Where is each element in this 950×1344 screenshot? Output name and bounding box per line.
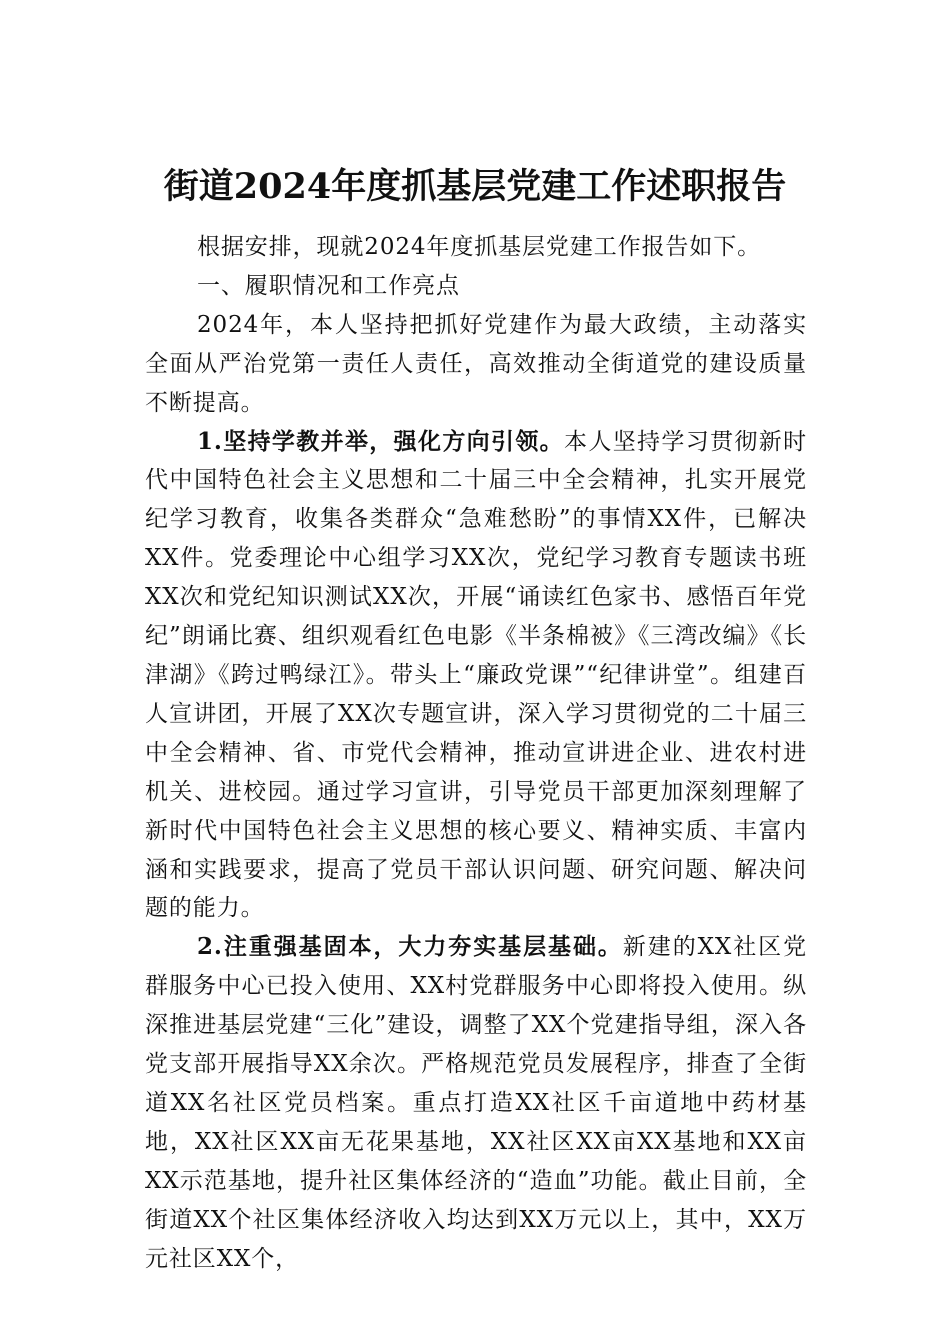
- section-heading: 一、履职情况和工作亮点: [197, 272, 460, 299]
- item-2-lead: 2.注重强基固本，大力夯实基层基础。: [197, 933, 623, 961]
- document-body: [145, 228, 807, 1278]
- document-title: 街道2024年度抓基层党建工作述职报告: [163, 166, 787, 207]
- paragraph-summary: 2024年，本人坚持把抓好党建作为最大政绩，主动落实全面从严治党第一责任人责任，高效推动全街道党的建设质量不断提高。: [145, 311, 807, 416]
- item-1-body: 本人坚持学习贯彻新时代中国特色社会主义思想和二十届三中全会精神，扎实开展党纪学习教育，收集各类群众“急难愁盼”的事情XX件，已解决XX件。党委理论中心组学习XX次，党纪学习教育专题读书班XX次和党纪知识测试XX次，开展“诵读红色家书、感悟百年党纪”朗诵比赛、组织观看红色电影《半条棉被》《三湾改编》《长津湖》《跨过鸭绿江》。带头上“廉政党课”“纪律讲堂”。组建百人宣讲团，开展了XX次专题宣讲，深入学习贯彻党的二十届三中全会精神、省、市党代会精神，推动宣讲进企业、进农村进机关、进校园。通过学习宣讲，引导党员干部更加深刻理解了新时代中国特色社会主义思想的核心要义、精神实质、丰富内涵和实践要求，提高了党员干部认识问题、研究问题、解决问题的能力。: [145, 428, 807, 922]
- item-1-lead: 1.坚持学教并举，强化方向引领。: [197, 427, 565, 455]
- intro-paragraph: 根据安排，现就2024年度抓基层党建工作报告如下。: [197, 234, 762, 260]
- paragraph-item-1: [145, 423, 807, 929]
- paragraph-item-2: [145, 928, 807, 1278]
- item-2-body: 新建的XX社区党群服务中心已投入使用、XX村党群服务中心即将投入使用。纵深推进基层党建“三化”建设，调整了XX个党建指导组，深入各党支部开展指导XX余次。严格规范党员发展程序，排查了全街道XX名社区党员档案。重点打造XX社区千亩道地中药材基地，XX社区XX亩无花果基地，XX社区XX亩XX基地和XX亩XX示范基地，提升社区集体经济的“造血”功能。截止目前，全街道XX个社区集体经济收入均达到XX万元以上，其中，XX万元社区XX个，: [145, 934, 807, 1272]
